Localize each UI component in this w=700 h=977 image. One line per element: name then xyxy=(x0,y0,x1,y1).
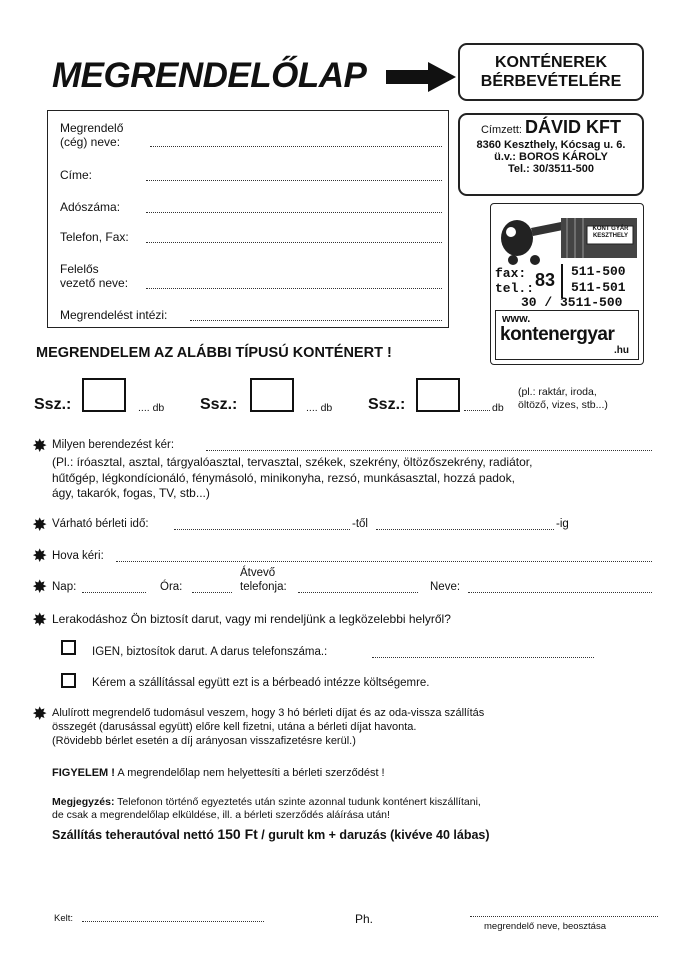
recipient-to-label: Címzett: xyxy=(480,124,522,136)
equipment-examples: (Pl.: íróasztal, asztal, tárgyalóasztal, tervasztal, székek, szekrény, öltözőszekrény, radiátor, hűtőgép, légkondícionáló, fénymásoló, minikonyha, rezsó, munkásasztal, hozzá padok, ágy, takarók, fogas, TV, stb...) xyxy=(52,455,533,500)
handler-label: Megrendelést intézi: xyxy=(60,308,168,322)
rental-from-label: -től xyxy=(352,518,368,530)
tax-label: Adószáma: xyxy=(60,200,121,214)
lead-label: Felelős vezető neve: xyxy=(60,262,129,290)
logo-www: www. xyxy=(502,313,531,325)
arrow-right-icon xyxy=(386,62,456,92)
hour-field[interactable] xyxy=(192,592,232,593)
receiver-phone-label: Átvevő telefonja: xyxy=(240,567,287,593)
ssz-box-1[interactable] xyxy=(82,378,126,412)
db-label-2: .... db xyxy=(306,402,333,414)
ssz-label-2: Ssz.: xyxy=(200,396,238,413)
customer-name-field[interactable] xyxy=(150,146,442,147)
recipient-address: 8360 Keszthely, Kócsag u. 6. xyxy=(476,139,626,151)
day-field[interactable] xyxy=(82,592,146,593)
db-field-3[interactable] xyxy=(464,410,490,411)
order-heading: MEGRENDELEM AZ ALÁBBI TÍPUSÚ KONTÉNERT ! xyxy=(36,345,392,361)
crane-lessor-label: Kérem a szállítással együtt ezt is a bérbeadó intézze költségemre. xyxy=(92,677,430,689)
signature-label: megrendelő neve, beosztása xyxy=(484,921,606,932)
star-icon: ✸ xyxy=(33,517,47,534)
equipment-field[interactable] xyxy=(206,450,652,451)
recipient-company: DÁVID KFT xyxy=(525,117,621,137)
logo-sign: KONT GYÁR KESZTHELY xyxy=(592,226,629,239)
logo-labels: fax: tel.: xyxy=(495,266,535,296)
ssz-label-3: Ssz.: xyxy=(368,396,406,413)
recipient-box xyxy=(458,113,644,196)
day-label: Nap: xyxy=(52,581,77,593)
logo-web-box xyxy=(495,310,639,360)
ssz-box-2[interactable] xyxy=(250,378,294,412)
purpose-line2: BÉRBEVÉTELÉRE xyxy=(480,73,622,90)
logo-brand: kontenergyar xyxy=(500,324,615,345)
crane-lessor-checkbox[interactable] xyxy=(61,673,76,688)
company-logo xyxy=(490,203,644,365)
shipping-note: Szállítás teherautóval nettó 150 Ft / gurult km + daruzás (kivéve 40 lábas) xyxy=(52,826,490,842)
purpose-box xyxy=(458,43,644,101)
hour-label: Óra: xyxy=(160,581,183,593)
logo-divider xyxy=(561,264,563,298)
note-text: Megjegyzés: Telefonon történő egyeztetés után szinte azonnal tudunk konténert kiszállítani, de csak a megrendelőlap elküldése, ill. a bérleti szerződés aláírása után! xyxy=(52,796,481,821)
phone-label: Telefon, Fax: xyxy=(60,230,129,244)
where-field[interactable] xyxy=(116,561,652,562)
phone-field[interactable] xyxy=(146,242,442,243)
db-label-3: db xyxy=(492,402,504,414)
receiver-name-field[interactable] xyxy=(468,592,652,593)
warning-text: FIGYELEM ! A megrendelőlap nem helyettesíti a bérleti szerződést ! xyxy=(52,767,385,779)
star-icon: ✸ xyxy=(33,438,47,455)
crane-yes-label: IGEN, biztosítok darut. A darus telefonszáma.: xyxy=(92,646,328,658)
receiver-name-label: Neve: xyxy=(430,581,461,593)
db-label-1: .... db xyxy=(138,402,165,414)
lead-field[interactable] xyxy=(146,288,442,289)
rental-from-field[interactable] xyxy=(174,529,350,530)
ssz-label-1: Ssz.: xyxy=(34,396,72,413)
equipment-label: Milyen berendezést kér: xyxy=(52,439,175,451)
recipient-manager: ü.v.: BOROS KÁROLY xyxy=(494,151,608,163)
logo-area-code: 83 xyxy=(535,270,556,290)
logo-mobile: 30 / 3511-500 xyxy=(521,295,623,310)
crane-yes-checkbox[interactable] xyxy=(61,640,76,655)
rental-to-field[interactable] xyxy=(376,529,554,530)
date-field[interactable] xyxy=(82,921,264,922)
rental-to-label: -ig xyxy=(556,518,569,530)
where-label: Hova kéri: xyxy=(52,550,104,562)
logo-tld: .hu xyxy=(614,345,629,356)
terms-text: Alulírott megrendelő tudomásul veszem, hogy 3 hó bérleti díjat és az oda-vissza szállítás összegét (darusással együtt) előre kell fizetni, utána a bérleti díjat havonta. (Rövidebb bérlet esetén a díj arányosan visszafizetésre kerül.) xyxy=(52,707,485,747)
signature-field[interactable] xyxy=(470,916,658,917)
date-label: Kelt: xyxy=(54,913,74,924)
purpose-line1: KONTÉNEREK xyxy=(494,54,607,71)
form-title: MEGRENDELŐLAP xyxy=(52,56,367,95)
crane-phone-field[interactable] xyxy=(372,657,594,658)
rental-label: Várható bérleti idő: xyxy=(52,518,149,530)
recipient-phone: Tel.: 30/3511-500 xyxy=(507,163,595,175)
star-icon: ✸ xyxy=(33,612,47,629)
handler-field[interactable] xyxy=(190,320,442,321)
ssz-box-3[interactable] xyxy=(416,378,460,412)
address-label: Címe: xyxy=(60,168,93,182)
receiver-phone-field[interactable] xyxy=(298,592,418,593)
stamp-label: Ph. xyxy=(355,912,374,926)
tax-field[interactable] xyxy=(146,212,442,213)
star-icon: ✸ xyxy=(33,548,47,565)
address-field[interactable] xyxy=(146,180,442,181)
crane-question: Lerakodáshoz Ön biztosít darut, vagy mi rendeljünk a legközelebbi helyről? xyxy=(52,612,451,626)
logo-numbers: 511-500 511-501 xyxy=(571,264,626,295)
star-icon: ✸ xyxy=(33,706,47,723)
customer-name-label: Megrendelő (cég) neve: xyxy=(60,121,124,149)
type-hint: (pl.: raktár, iroda, öltöző, vizes, stb...) xyxy=(518,386,608,411)
star-icon: ✸ xyxy=(33,579,47,596)
